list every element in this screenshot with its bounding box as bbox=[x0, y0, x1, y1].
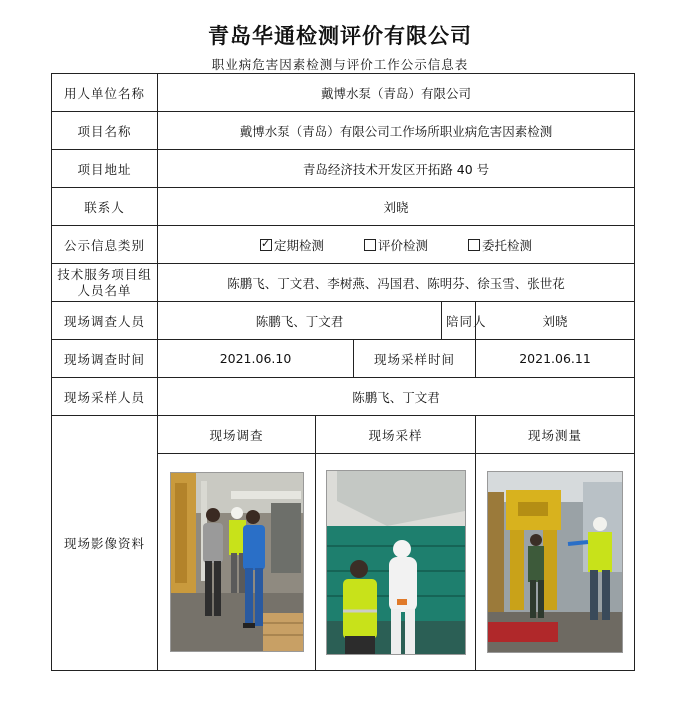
project-value: 戴博水泵（青岛）有限公司工作场所职业病危害因素检测 bbox=[158, 112, 635, 150]
option-periodic[interactable] bbox=[260, 238, 328, 253]
category-options bbox=[158, 226, 635, 264]
survey-staff-value: 陈鹏飞、丁文君 bbox=[158, 302, 442, 340]
media-header-measure: 现场测量 bbox=[476, 416, 635, 454]
option-commissioned[interactable] bbox=[468, 238, 532, 253]
contact-label: 联系人 bbox=[52, 188, 158, 226]
survey-staff-label: 现场调查人员 bbox=[52, 302, 158, 340]
info-table bbox=[51, 73, 635, 671]
measure-photo bbox=[487, 471, 623, 653]
media-header-survey: 现场调查 bbox=[158, 416, 316, 454]
survey-photo bbox=[170, 472, 304, 652]
escort-value: 刘晓 bbox=[476, 302, 635, 340]
row-media-headers bbox=[52, 416, 635, 454]
media-label: 现场影像资料 bbox=[52, 416, 158, 671]
employer-label: 用人单位名称 bbox=[52, 74, 158, 112]
project-label: 项目名称 bbox=[52, 112, 158, 150]
row-address bbox=[52, 150, 635, 188]
sampling-photo bbox=[326, 470, 466, 655]
survey-time-value: 2021.06.10 bbox=[158, 340, 354, 378]
sampling-time-value: 2021.06.11 bbox=[476, 340, 635, 378]
form-subtitle: 职业病危害因素检测与评价工作公示信息表 bbox=[211, 57, 469, 72]
media-header-sampling: 现场采样 bbox=[316, 416, 476, 454]
checkbox-icon[interactable] bbox=[468, 239, 480, 251]
option-evaluation-label: 评价检测 bbox=[378, 237, 429, 253]
escort-label: 陪同人 bbox=[442, 302, 476, 340]
option-evaluation[interactable] bbox=[364, 238, 432, 253]
row-team bbox=[52, 264, 635, 302]
contact-value: 刘晓 bbox=[158, 188, 635, 226]
row-contact bbox=[52, 188, 635, 226]
address-label: 项目地址 bbox=[52, 150, 158, 188]
photo-cell-sampling bbox=[316, 454, 476, 671]
team-label: 技术服务项目组人员名单 bbox=[52, 264, 158, 302]
checkbox-icon[interactable] bbox=[364, 239, 376, 251]
employer-value: 戴博水泵（青岛）有限公司 bbox=[158, 74, 635, 112]
row-category bbox=[52, 226, 635, 264]
row-sampling-staff bbox=[52, 378, 635, 416]
team-value: 陈鹏飞、丁文君、李树燕、冯国君、陈明芬、徐玉雪、张世花 bbox=[158, 264, 635, 302]
survey-time-label: 现场调查时间 bbox=[52, 340, 158, 378]
row-project bbox=[52, 112, 635, 150]
row-survey-staff bbox=[52, 302, 635, 340]
sampling-staff-value: 陈鹏飞、丁文君 bbox=[158, 378, 635, 416]
photo-cell-survey bbox=[158, 454, 316, 671]
sampling-time-label: 现场采样时间 bbox=[354, 340, 476, 378]
option-commissioned-label: 委托检测 bbox=[482, 237, 533, 253]
sampling-staff-label: 现场采样人员 bbox=[52, 378, 158, 416]
row-times bbox=[52, 340, 635, 378]
company-title: 青岛华通检测评价有限公司 bbox=[208, 24, 472, 48]
address-value: 青岛经济技术开发区开拓路 40 号 bbox=[158, 150, 635, 188]
checkbox-checked-icon[interactable] bbox=[260, 239, 272, 251]
option-periodic-label: 定期检测 bbox=[274, 237, 325, 253]
row-employer bbox=[52, 74, 635, 112]
photo-cell-measure bbox=[476, 454, 635, 671]
category-label: 公示信息类别 bbox=[52, 226, 158, 264]
